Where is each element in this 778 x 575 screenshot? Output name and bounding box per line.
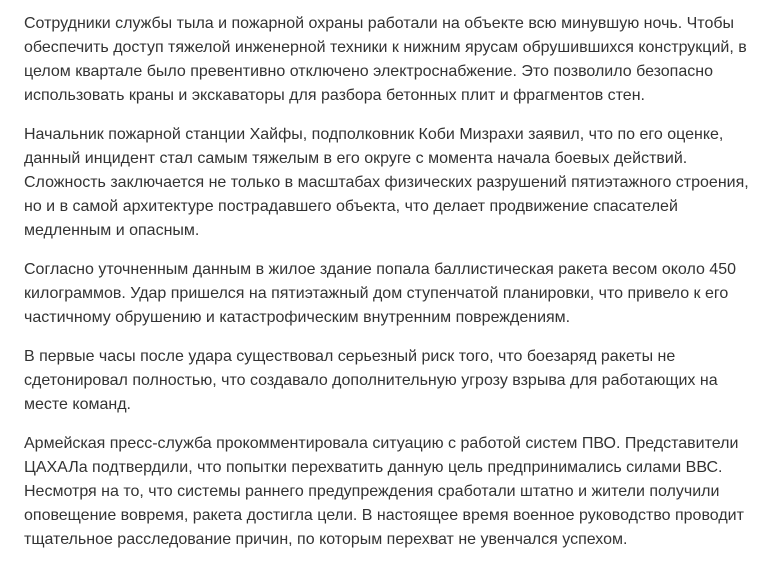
- article-paragraph: Армейская пресс-служба прокомментировала ситуацию с работой систем ПВО. Представители ЦАХАЛа подтвердили, что попытки перехватить данную цель предпринимались силами ВВС. Несмотря на то, что системы раннего предупреждения сработали штатно и жители получили оповещение вовремя, ракета достигла цели. В настоящее время военное руководство проводит тщательное расследование причин, по которым перехват не увенчался успехом.: [24, 435, 744, 548]
- article-paragraph: Согласно уточненным данным в жилое здание попала баллистическая ракета весом около 450 килограммов. Удар пришелся на пятиэтажный дом ступенчатой планировки, что привело к его частичному обрушению и катастрофическим внутренним повреждениям.: [24, 261, 736, 326]
- article-paragraph: Сотрудники службы тыла и пожарной охраны работали на объекте всю минувшую ночь. Чтобы обеспечить доступ тяжелой инженерной техники к нижним ярусам обрушившихся конструкций, в целом квартале было превентивно отключено электроснабжение. Это позволило безопасно использовать краны и экскаваторы для разбора бетонных плит и фрагментов стен.: [24, 15, 747, 104]
- article-paragraph: Начальник пожарной станции Хайфы, подполковник Коби Мизрахи заявил, что по его оценке, данный инцидент стал самым тяжелым в его округе с момента начала боевых действий. Сложность заключается не только в масштабах физических разрушений пятиэтажного строения, но и в самой архитектуре пострадавшего объекта, что делает продвижение спасателей медленным и опасным.: [24, 126, 749, 239]
- article-paragraph: В первые часы после удара существовал серьезный риск того, что боезаряд ракеты не сдетонировал полностью, что создавало дополнительную угрозу взрыва для работающих на месте команд.: [24, 348, 718, 413]
- article-body: [24, 12, 756, 567]
